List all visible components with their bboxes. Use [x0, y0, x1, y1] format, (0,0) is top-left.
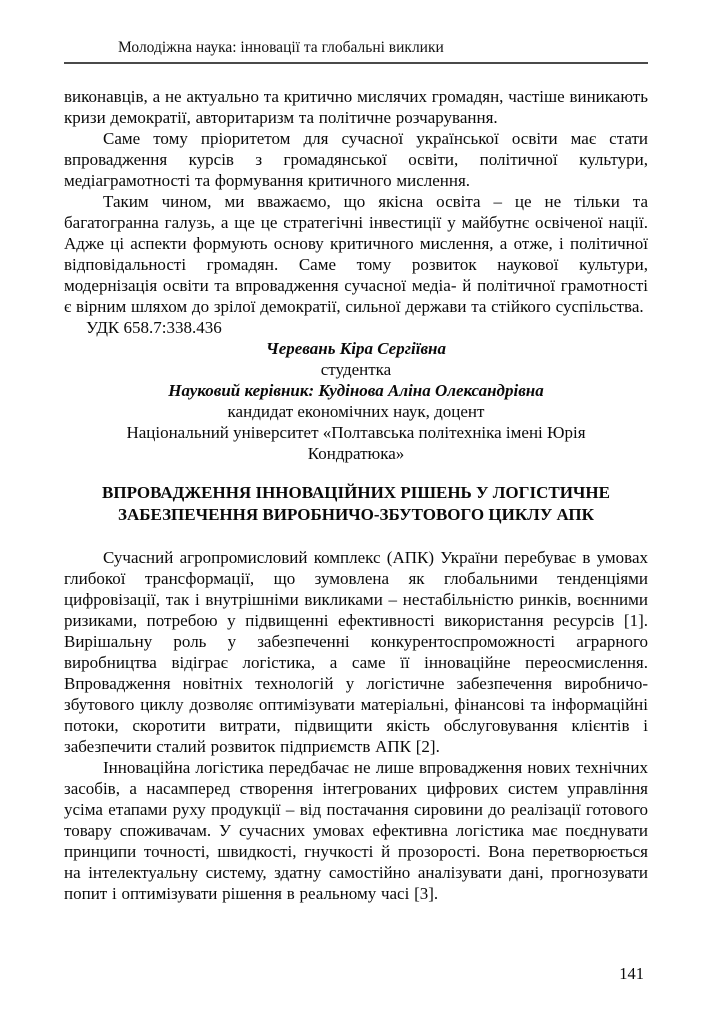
running-header-title: Молодіжна наука: інновації та глобальні виклики	[118, 39, 444, 56]
page-number: 141	[619, 964, 644, 983]
supervisor-degree: кандидат економічних наук, доцент	[227, 402, 485, 421]
previous-article-paragraph: Таким чином, ми вважаємо, що якісна освіта – це не тільки та багатогранна галузь, а ще це стратегічні інвестиції у майбутнє освіченої нації. Адже ці аспекти формують основу критичного мислення, а отже, і політичної відповідальності громадян. Саме тому розвиток наукової культури, модернізація освіти та впровадження сучасної медіа- й політичної грамотності є вірним шляхом до зрілої демократії, сильної держави та стійкого суспільства.	[64, 192, 648, 316]
article-paragraph: Інноваційна логістика передбачає не лише впровадження нових технічних засобів, а насамперед створення інтегрованих цифрових систем управління усіма етапами руху продукції – від постачання сировини до реалізації готового товару споживачам. У сучасних умовах ефективна логістика має поєднувати принципи точності, швидкості, гнучкості й прозорості. Вона перетворюється на інтелектуальну систему, здатну самостійно аналізувати дані, прогнозувати попит і оптимізувати рішення в реальному часі [3].	[64, 758, 648, 903]
previous-article-paragraph: Саме тому пріоритетом для сучасної української освіти має стати впровадження курсів з громадянської освіти, політичної культури, медіаграмотності та формування критичного мислення.	[64, 129, 648, 190]
article-title: ВПРОВАДЖЕННЯ ІННОВАЦІЙНИХ РІШЕНЬ У ЛОГІСТИЧНЕ ЗАБЕЗПЕЧЕННЯ ВИРОБНИЧО-ЗБУТОВОГО ЦИКЛУ АПК	[102, 483, 610, 524]
article-paragraph: Сучасний агропромисловий комплекс (АПК) України перебуває в умовах глибокої трансформації, що зумовлена як глобальними тенденціями цифровізації, так і внутрішніми викликами – нестабільністю ринків, воєнними ризиками, потребою у підвищенні ефективності використання ресурсів [1]. Вирішальну роль у забезпеченні конкурентоспроможності аграрного виробництва відіграє логістика, а саме її інноваційне переосмислення. Впровадження новітніх технологій у логістичне забезпечення виробничо-збутового циклу дозволяє оптимізувати матеріальні, фінансові та інформаційні потоки, скоротити витрати, підвищити якість обслуговування клієнтів і забезпечити сталий розвиток підприємств АПК [2].	[64, 548, 648, 756]
author-block	[64, 338, 648, 464]
running-header	[64, 38, 648, 64]
affiliation: Національний університет «Полтавська політехніка імені Юрія Кондратюка»	[126, 423, 586, 463]
page-content	[64, 38, 648, 904]
supervisor-name: Науковий керівник: Кудінова Аліна Олександрівна	[168, 381, 544, 400]
previous-article-paragraph: виконавців, а не актуально та критично мислячих громадян, частіше виникають кризи демократії, авторитаризм та політичне розчарування.	[64, 87, 648, 127]
author-name: Черевань Кіра Сергіївна	[265, 339, 446, 358]
author-role: студентка	[320, 360, 392, 379]
running-header-rule	[64, 62, 648, 64]
udc-code: УДК 658.7:338.436	[86, 318, 222, 337]
